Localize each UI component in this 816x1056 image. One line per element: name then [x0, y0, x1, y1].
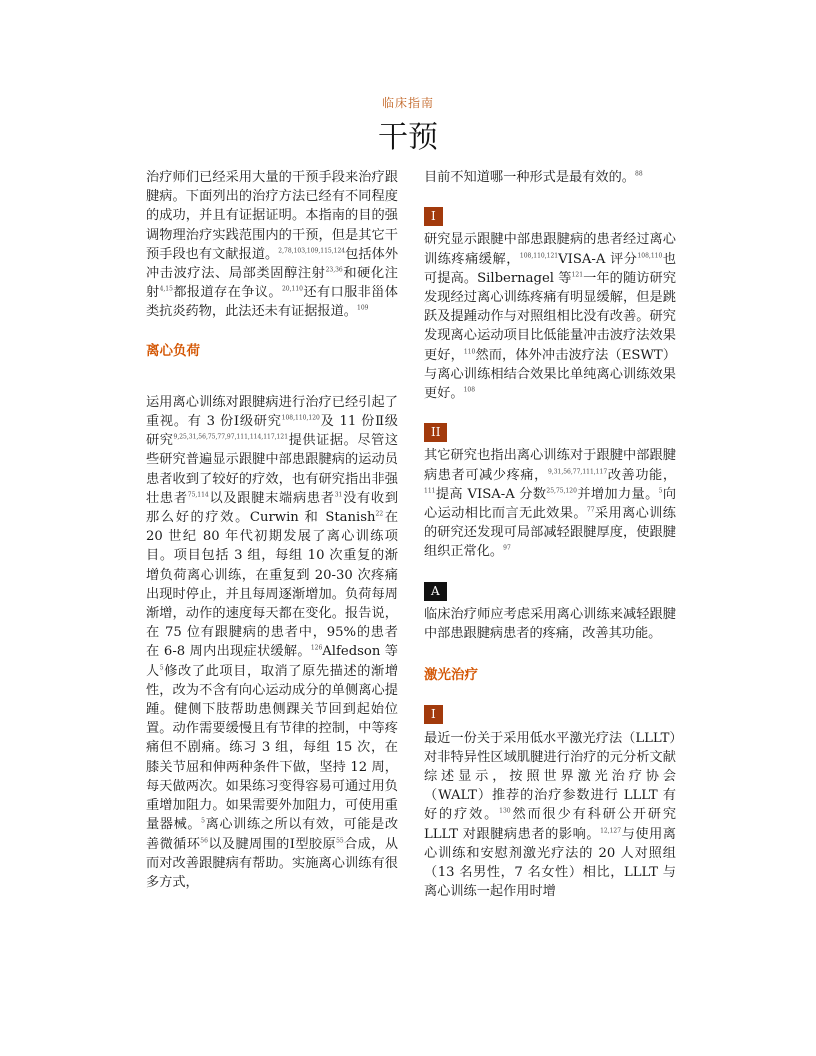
- section-label: 临床指南: [381, 96, 434, 110]
- citation-ref: 25,75,120: [546, 487, 577, 495]
- text-run: 提高 VISA-A 分数: [435, 486, 547, 502]
- text-run: 没有收到那么好的疗效。Curwin 和 Stanish: [146, 490, 399, 526]
- evidence-grade-badge: II: [424, 423, 447, 442]
- citation-ref: 77: [586, 506, 595, 514]
- section-heading-laser-therapy: 激光治疗: [424, 667, 478, 684]
- text-run: 运用离心训练对跟腱病进行治疗已经引起了重视。有 3 份Ⅰ级研究: [146, 394, 398, 430]
- page-title: 干预: [378, 120, 438, 155]
- text-run: 临床治疗师应考虑采用离心训练来减轻跟腱中部患跟腱病患者的疼痛，改善其功能。: [424, 606, 676, 642]
- text-run: 包括体外冲击波疗法、局部类固醇注射: [146, 246, 399, 282]
- text-run: 其它研究也指出离心训练对于跟腱中部跟腱病患者可减少疼痛，: [424, 448, 676, 483]
- text-run: 提供证据。尽管这些研究普遍显示跟腱中部患跟腱病的运动员患者收到了较好的疗效，也有研究指出非强壮患者: [146, 433, 399, 506]
- citation-ref: 110: [463, 348, 476, 356]
- recommendation-paragraph: [424, 605, 676, 643]
- text-run: 都报道存在争议。: [172, 285, 282, 301]
- evidence-paragraph: [424, 230, 676, 403]
- text-run: 目前不知道哪一种形式是最有效的。: [424, 170, 635, 185]
- citation-ref: 20,110: [281, 285, 303, 293]
- text-run: 以及跟腱末端病患者: [208, 490, 335, 506]
- evidence-grade-badge: I: [424, 207, 443, 226]
- citation-ref: 2,78,103,109,115,124: [278, 247, 346, 255]
- text-run: 治疗师们已经采用大量的干预手段来治疗跟腱病。下面列出的治疗方法已经有不同程度的成功，并且有证据证明。本指南的目的强调物理治疗实践范围内的干预，但是其它干预手段也有文献报道。: [146, 170, 398, 262]
- text-run: 也可提高。Silbernagel 等: [424, 251, 676, 286]
- citation-ref: 75,114: [187, 491, 209, 499]
- section-heading-eccentric-loading: 离心负荷: [146, 342, 200, 359]
- citation-ref: 22: [375, 510, 384, 518]
- citation-ref: 108,110: [637, 252, 663, 260]
- citation-ref: 121: [571, 271, 584, 279]
- citation-ref: 108: [463, 386, 476, 394]
- text-run: 与使用离心训练和安慰剂激光疗法的 20 人对照组（13 名男性，7 名女性）相比，LLLT 与离心训练一起作用时增: [424, 826, 676, 900]
- citation-ref: 9,31,56,77,111,117: [547, 468, 608, 476]
- eccentric-loading-paragraph: [146, 393, 398, 892]
- text-run: 和硬化注射: [146, 266, 398, 301]
- intro-paragraph: [146, 168, 398, 322]
- citation-ref: 88: [635, 170, 643, 178]
- citation-ref: 5: [658, 487, 663, 495]
- citation-ref: 56: [200, 837, 208, 845]
- right-column: [424, 168, 676, 902]
- left-column: [146, 168, 398, 892]
- text-run: 然而很少有科研公开研究 LLLT 对跟腱病患者的影响。: [424, 807, 676, 842]
- text-run: 并增加力量。: [576, 486, 659, 502]
- evidence-paragraph: [424, 446, 676, 561]
- evidence-grade-badge: I: [424, 705, 443, 724]
- text-run: 向心运动相比而言无此效果。: [424, 486, 677, 522]
- text-run: 然而，体外冲击波疗法（ESWT）与离心训练相结合效果比单纯离心训练效果更好。: [424, 347, 677, 402]
- text-run: 最近一份关于采用低水平激光疗法（LLLT）对非特异性区域肌腱进行治疗的元分析文献综述显示，按照世界激光治疗协会（WALT）推荐的治疗参数进行 LLLT 有好的疗效。: [424, 730, 676, 823]
- evidence-paragraph: [424, 729, 676, 902]
- citation-ref: 5: [159, 664, 164, 672]
- citation-ref: 5: [201, 817, 205, 825]
- citation-ref: 12,127: [600, 827, 622, 835]
- citation-ref: 9,25,31,56,75,77,97,111,114,117,121: [173, 433, 289, 441]
- citation-ref: 126: [310, 645, 323, 653]
- text-run: 及 11 份Ⅱ级研究: [146, 414, 398, 449]
- citation-ref: 111: [424, 487, 436, 495]
- citation-ref: 108,110,121: [519, 252, 559, 260]
- citation-ref: 4,15: [159, 285, 173, 293]
- citation-ref: 97: [503, 545, 511, 553]
- text-run: 一年的随访研究发现经过离心训练疼痛有明显缓解，但是跳跃及提踵动作与对照组相比没有改善。研究发现离心运动项目比低能量冲击波疗法效果更好，: [424, 270, 677, 363]
- text-run: 在 20 世纪 80 年代初期发展了离心训练项目。项目包括 3 组，每组 10 次重复的渐增负荷离心训练，在重复到 20-30 次疼痛出现时停止，并且每周逐渐增加。负荷每周渐增，动作的速度每天都在变化。报告说，在 75 位有跟腱病的患者中，95%的患者在 6-8 周内出现症状缓解。: [146, 510, 399, 660]
- text-run: 合成，从而对改善跟腱病有帮助。实施离心训练有很多方式，: [146, 836, 399, 890]
- text-run: Alfedson 等人: [146, 644, 398, 679]
- citation-ref: 109: [357, 305, 369, 313]
- citation-ref: 23,36: [325, 266, 343, 274]
- text-run: VISA-A 评分: [558, 251, 638, 267]
- citation-ref: 55: [336, 837, 344, 845]
- text-run: 采用离心训练的研究还发现可局部减轻跟腱厚度，使跟腱组织正常化。: [424, 506, 676, 560]
- text-run: 研究显示跟腱中部患跟腱病的患者经过离心训练疼痛缓解，: [424, 232, 676, 267]
- continued-paragraph: [424, 168, 676, 187]
- text-run: 修改了此项目，取消了原先描述的渐增性，改为不含有向心运动成分的单侧离心提踵。健侧下肢帮助患侧踝关节回到起始位置。动作需要缓慢且有节律的控制，中等疼痛但不剧痛。练习 3 组，每组 15 次，在膝关节屈和伸两种条件下做，坚持 12 周，每天做两次。如果练习变得容易可通过用负重增加阻力。如果需要外加阻力，可使用重量器械。: [146, 663, 399, 833]
- text-run: 离心训练之所以有效，可能是改善微循环: [146, 817, 399, 852]
- citation-ref: 31: [334, 491, 343, 499]
- text-run: 改善功能，: [607, 467, 677, 483]
- citation-ref: 108,110,120: [281, 414, 320, 422]
- text-run: 还有口服非甾体类抗炎药物，此法还未有证据报道。: [146, 285, 398, 320]
- citation-ref: 130: [499, 808, 511, 816]
- recommendation-grade-badge: A: [424, 582, 447, 601]
- text-run: 以及腱周围的Ⅰ型胶原: [207, 836, 337, 852]
